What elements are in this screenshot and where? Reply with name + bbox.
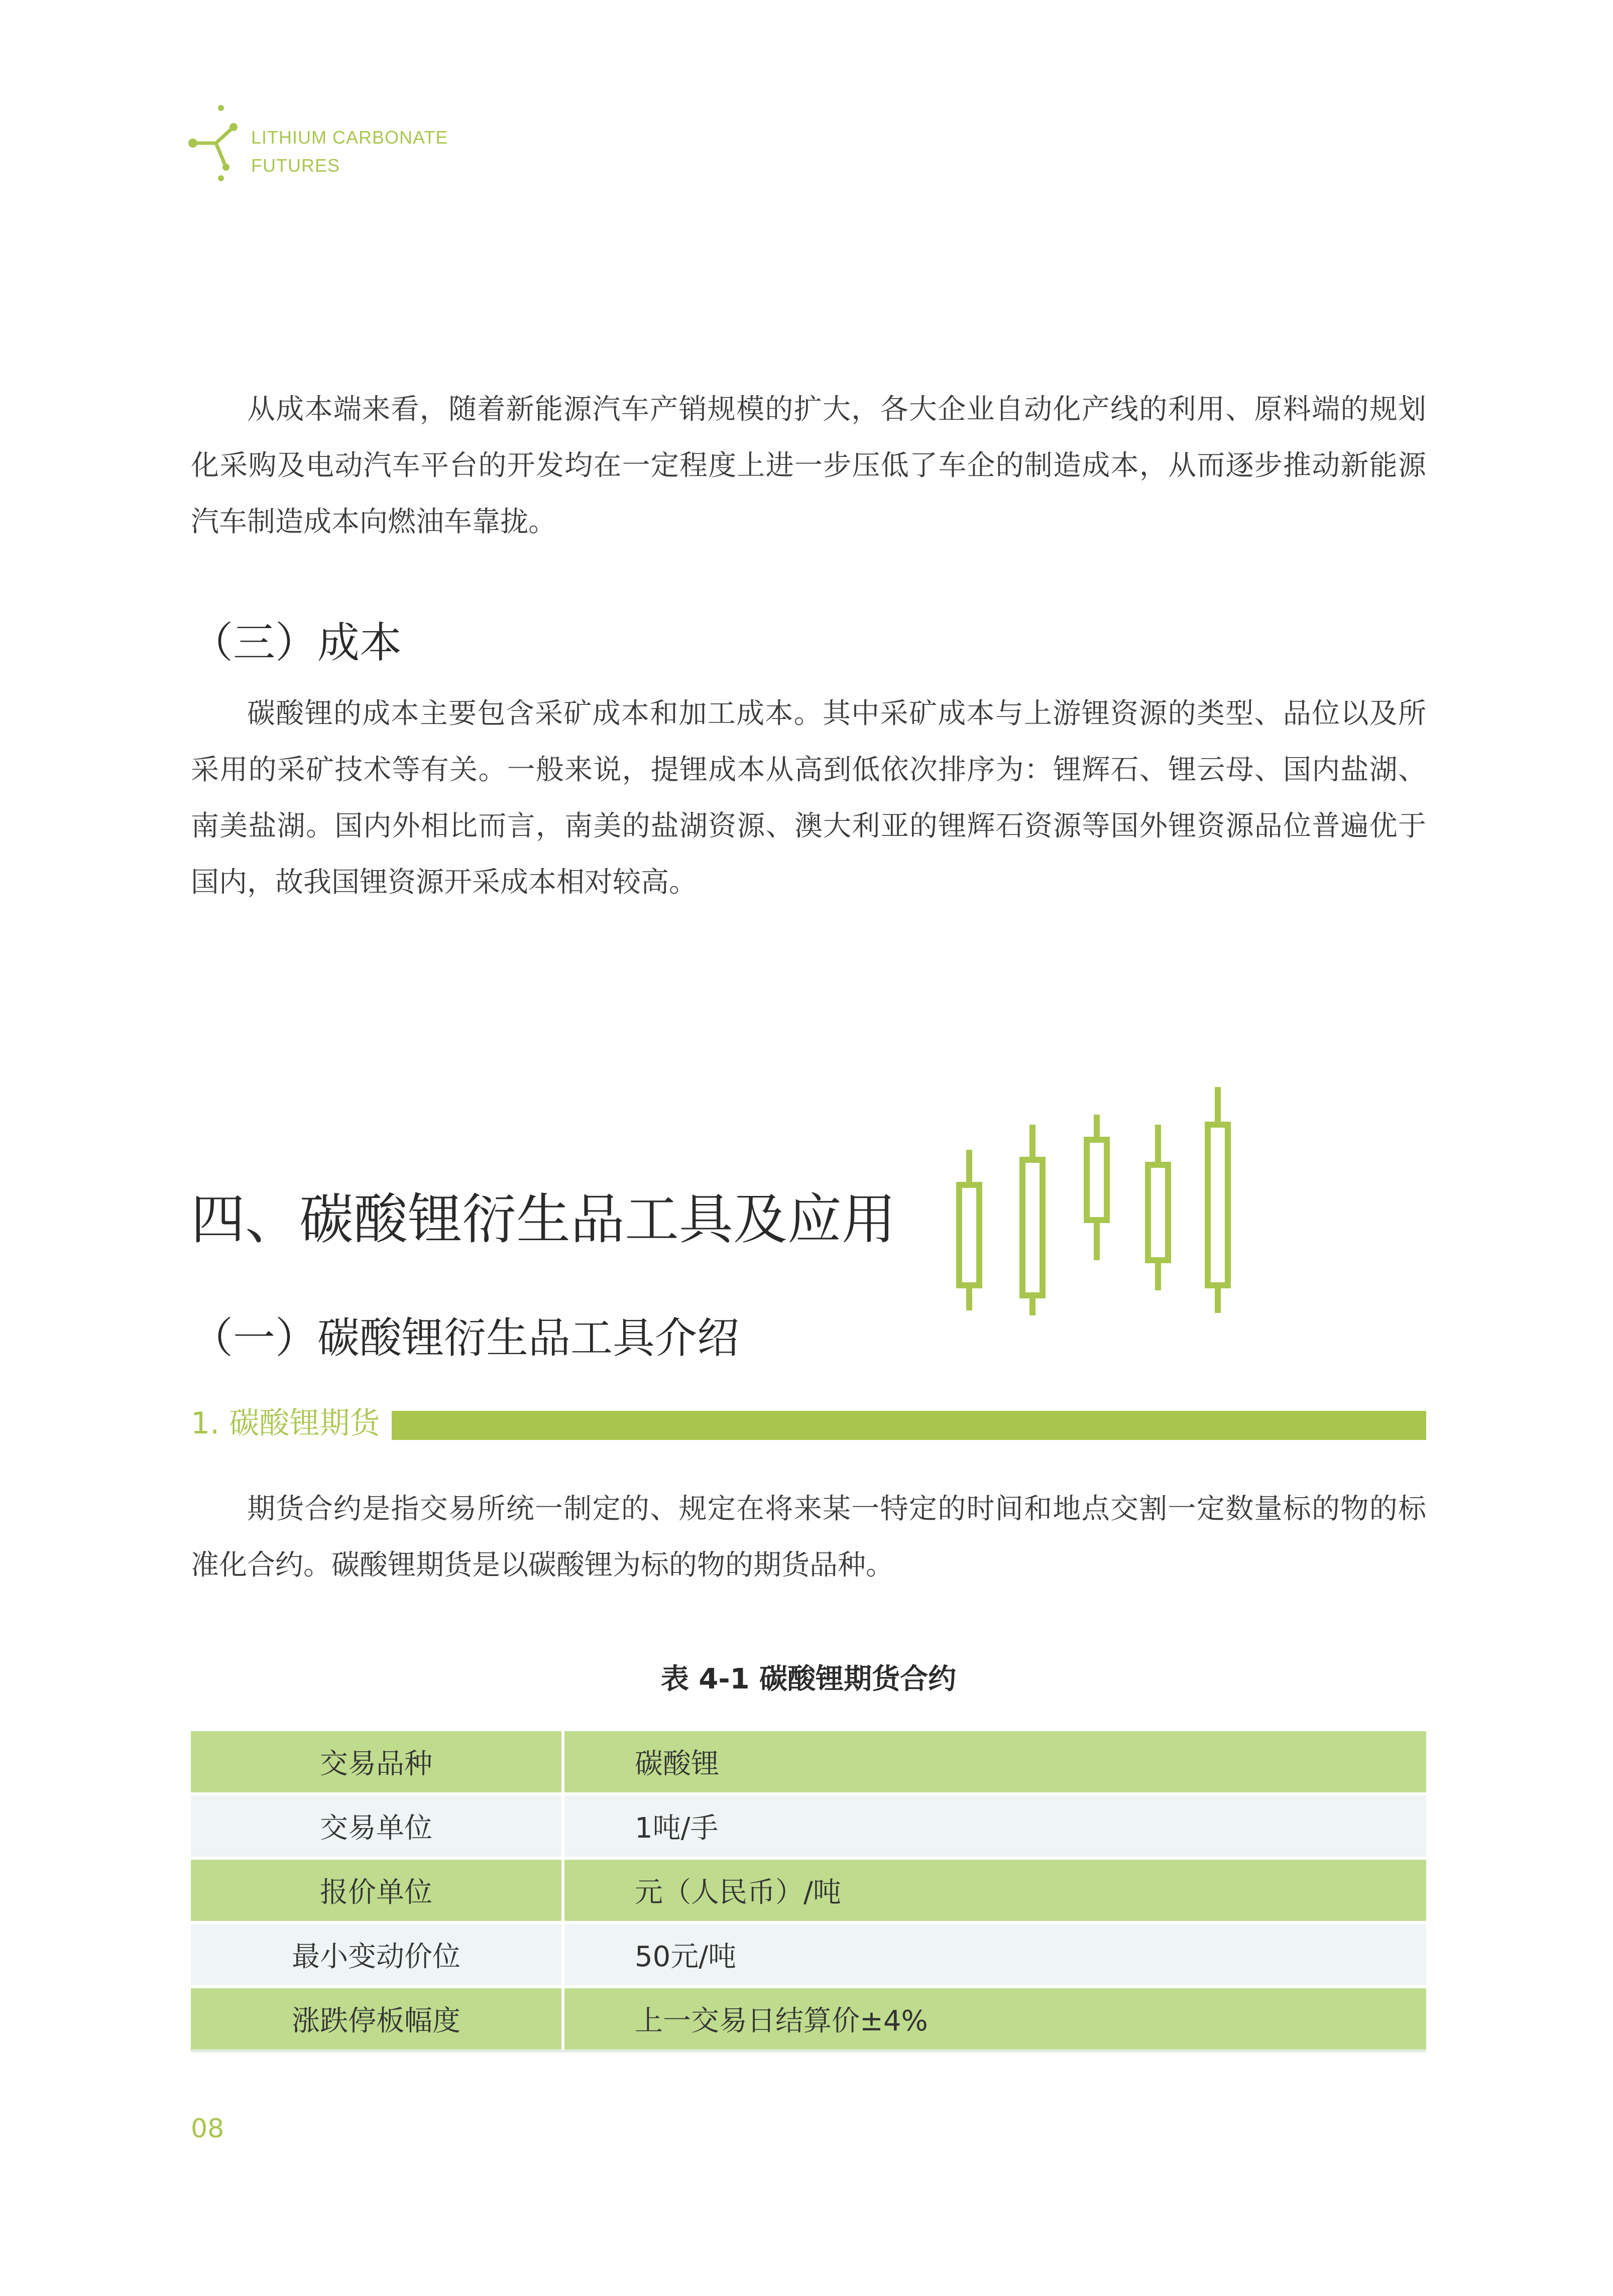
table-row <box>191 1922 1426 1987</box>
page-number: 08 <box>191 2114 224 2144</box>
table-key: 涨跌停板幅度 <box>191 1987 563 2051</box>
table-value: 碳酸锂 <box>563 1731 1426 1794</box>
section-heading-intro: （一）碳酸锂衍生品工具介绍 <box>191 1313 740 1363</box>
table-key: 最小变动价位 <box>191 1922 563 1987</box>
table-row <box>191 1858 1426 1922</box>
table-value: 上一交易日结算价±4% <box>563 1987 1426 2051</box>
molecule-logo-icon <box>186 103 241 183</box>
table-value: 50元/吨 <box>563 1922 1426 1987</box>
candlestick-chart-icon <box>939 1084 1240 1315</box>
table-row <box>191 1794 1426 1858</box>
table-row <box>191 1987 1426 2051</box>
subsection-bar <box>392 1411 1426 1440</box>
subsection-heading: 1. 碳酸锂期货 <box>191 1406 380 1441</box>
section-heading-cost: （三）成本 <box>191 618 402 667</box>
logo-line-1: LITHIUM CARBONATE <box>251 127 448 148</box>
table-key: 交易品种 <box>191 1731 563 1794</box>
table-key: 报价单位 <box>191 1858 563 1922</box>
table-value: 元（人民币）/吨 <box>563 1858 1426 1922</box>
table-row <box>191 1731 1426 1794</box>
table-key: 交易单位 <box>191 1794 563 1858</box>
paragraph-futures: 期货合约是指交易所统一制定的、规定在将来某一特定的时间和地点交割一定数量标的物的标准化合约。碳酸锂期货是以碳酸锂为标的物的期货品种。 <box>191 1493 1426 1582</box>
logo-line-2: FUTURES <box>251 155 340 176</box>
table-caption: 表 4-1 碳酸锂期货合约 <box>660 1663 957 1696</box>
paragraph-cost: 碳酸锂的成本主要包含采矿成本和加工成本。其中采矿成本与上游锂资源的类型、品位以及所采用的采矿技术等有关。一般来说，提锂成本从高到低依次排序为：锂辉石、锂云母、国内盐湖、南美盐湖。国内外相比而言，南美的盐湖资源、澳大利亚的锂辉石资源等国外锂资源品位普遍优于国内，故我国锂资源开采成本相对较高。 <box>191 697 1426 899</box>
chapter-heading: 四、碳酸锂衍生品工具及应用 <box>191 1188 896 1251</box>
logo-text <box>251 124 448 180</box>
paragraph-cost-trend: 从成本端来看，随着新能源汽车产销规模的扩大，各大企业自动化产线的利用、原料端的规划化采购及电动汽车平台的开发均在一定程度上进一步压低了车企的制造成本，从而逐步推动新能源汽车制造成本向燃油车靠拢。 <box>191 393 1426 538</box>
table-value: 1吨/手 <box>563 1794 1426 1858</box>
contract-spec-table <box>191 1731 1426 2052</box>
